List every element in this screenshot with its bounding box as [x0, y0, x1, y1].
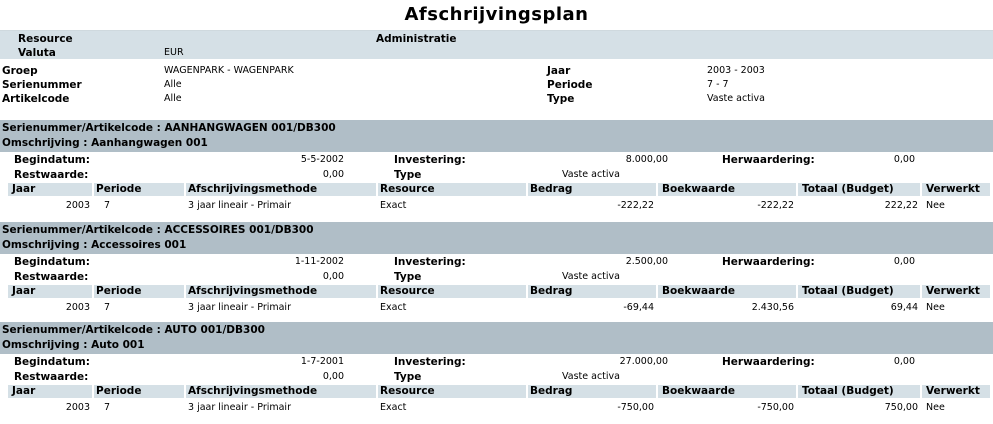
investering-label: Investering:: [394, 154, 466, 166]
cell-periode: 7: [104, 200, 111, 211]
artikelcode-value: Alle: [164, 93, 182, 104]
omschrijving-title: Omschrijving : Auto 001: [2, 339, 145, 351]
col-header-bedrag: Bedrag: [528, 285, 656, 298]
cell-periode: 7: [104, 402, 111, 413]
investering-label: Investering:: [394, 356, 466, 368]
type-value: Vaste activa: [562, 271, 620, 282]
serie-title: Serienummer/Artikelcode : AANHANGWAGEN 001/DB300: [2, 122, 336, 134]
type-value: Vaste activa: [562, 371, 620, 382]
col-header-periode: Periode: [94, 285, 184, 298]
type-value: Vaste activa: [707, 93, 765, 104]
asset-section: [0, 322, 993, 422]
col-header-periode: Periode: [94, 385, 184, 398]
cell-boekwaarde: 2.430,56: [751, 302, 794, 313]
col-header-verwerkt: Verwerkt: [922, 285, 990, 298]
begindatum-label: Begindatum:: [14, 256, 90, 268]
col-header-periode: Periode: [94, 183, 184, 196]
col-header-boekwaarde: Boekwaarde: [658, 385, 796, 398]
restwaarde-value: 0,00: [322, 169, 344, 180]
section-header: [0, 222, 993, 254]
col-header-totaal: Totaal (Budget): [798, 285, 920, 298]
periode-label: Periode: [547, 79, 593, 91]
col-header-methode: Afschrijvingsmethode: [186, 385, 376, 398]
cell-totaal: 69,44: [890, 302, 918, 313]
cell-resource: Exact: [380, 302, 407, 313]
herwaardering-value: 0,00: [893, 356, 915, 367]
herwaardering-label: Herwaardering:: [722, 256, 815, 268]
begindatum-value: 5-5-2002: [300, 154, 344, 165]
col-header-resource: Resource: [378, 183, 526, 196]
type-label: Type: [547, 93, 575, 105]
cell-methode: 3 jaar lineair - Primair: [188, 402, 291, 413]
begindatum-value: 1-11-2002: [294, 256, 344, 267]
investering-value: 2.500,00: [625, 256, 668, 267]
begindatum-value: 1-7-2001: [300, 356, 344, 367]
col-header-methode: Afschrijvingsmethode: [186, 285, 376, 298]
investering-value: 27.000,00: [619, 356, 668, 367]
col-header-totaal: Totaal (Budget): [798, 183, 920, 196]
cell-resource: Exact: [380, 402, 407, 413]
restwaarde-label: Restwaarde:: [14, 371, 89, 383]
type-label: Type: [394, 271, 422, 283]
herwaardering-label: Herwaardering:: [722, 356, 815, 368]
begindatum-label: Begindatum:: [14, 154, 90, 166]
restwaarde-value: 0,00: [322, 271, 344, 282]
restwaarde-value: 0,00: [322, 371, 344, 382]
valuta-label: Valuta: [18, 47, 56, 59]
type-label: Type: [394, 169, 422, 181]
col-header-verwerkt: Verwerkt: [922, 183, 990, 196]
omschrijving-title: Omschrijving : Accessoires 001: [2, 239, 187, 251]
cell-bedrag: -222,22: [617, 200, 654, 211]
col-header-bedrag: Bedrag: [528, 183, 656, 196]
col-header-totaal: Totaal (Budget): [798, 385, 920, 398]
serienummer-value: Alle: [164, 79, 182, 90]
section-header: [0, 322, 993, 354]
cell-methode: 3 jaar lineair - Primair: [188, 302, 291, 313]
herwaardering-value: 0,00: [893, 256, 915, 267]
section-header: [0, 120, 993, 152]
col-header-resource: Resource: [378, 285, 526, 298]
herwaardering-value: 0,00: [893, 154, 915, 165]
col-header-verwerkt: Verwerkt: [922, 385, 990, 398]
cell-resource: Exact: [380, 200, 407, 211]
col-header-methode: Afschrijvingsmethode: [186, 183, 376, 196]
restwaarde-label: Restwaarde:: [14, 169, 89, 181]
cell-boekwaarde: -222,22: [757, 200, 794, 211]
cell-totaal: 750,00: [884, 402, 918, 413]
investering-value: 8.000,00: [625, 154, 668, 165]
periode-value: 7 - 7: [707, 79, 729, 90]
cell-bedrag: -69,44: [623, 302, 654, 313]
serienummer-label: Serienummer: [2, 79, 82, 91]
col-header-resource: Resource: [378, 385, 526, 398]
type-value: Vaste activa: [562, 169, 620, 180]
serie-title: Serienummer/Artikelcode : ACCESSOIRES 001/DB300: [2, 224, 314, 236]
cell-periode: 7: [104, 302, 111, 313]
administratie-label: Administratie: [376, 33, 457, 45]
resource-label: Resource: [18, 33, 73, 45]
cell-totaal: 222,22: [884, 200, 918, 211]
cell-verwerkt: Nee: [926, 302, 945, 313]
investering-label: Investering:: [394, 256, 466, 268]
jaar-label: Jaar: [547, 65, 571, 77]
col-header-jaar: Jaar: [8, 183, 92, 196]
groep-value: WAGENPARK - WAGENPARK: [164, 65, 294, 76]
restwaarde-label: Restwaarde:: [14, 271, 89, 283]
valuta-value: EUR: [164, 47, 184, 58]
serie-title: Serienummer/Artikelcode : AUTO 001/DB300: [2, 324, 265, 336]
herwaardering-label: Herwaardering:: [722, 154, 815, 166]
groep-label: Groep: [2, 65, 38, 77]
col-header-boekwaarde: Boekwaarde: [658, 183, 796, 196]
asset-section: [0, 222, 993, 322]
asset-section: [0, 120, 993, 220]
col-header-jaar: Jaar: [8, 285, 92, 298]
cell-verwerkt: Nee: [926, 402, 945, 413]
info-block: [0, 59, 993, 111]
omschrijving-title: Omschrijving : Aanhangwagen 001: [2, 137, 208, 149]
jaar-value: 2003 - 2003: [707, 65, 765, 76]
cell-bedrag: -750,00: [617, 402, 654, 413]
page-title: Afschrijvingsplan: [0, 0, 993, 31]
header-block: [0, 31, 993, 59]
cell-verwerkt: Nee: [926, 200, 945, 211]
cell-boekwaarde: -750,00: [757, 402, 794, 413]
col-header-bedrag: Bedrag: [528, 385, 656, 398]
cell-jaar: 2003: [65, 402, 90, 413]
cell-methode: 3 jaar lineair - Primair: [188, 200, 291, 211]
col-header-boekwaarde: Boekwaarde: [658, 285, 796, 298]
cell-jaar: 2003: [65, 302, 90, 313]
type-label: Type: [394, 371, 422, 383]
artikelcode-label: Artikelcode: [2, 93, 70, 105]
col-header-jaar: Jaar: [8, 385, 92, 398]
begindatum-label: Begindatum:: [14, 356, 90, 368]
cell-jaar: 2003: [65, 200, 90, 211]
